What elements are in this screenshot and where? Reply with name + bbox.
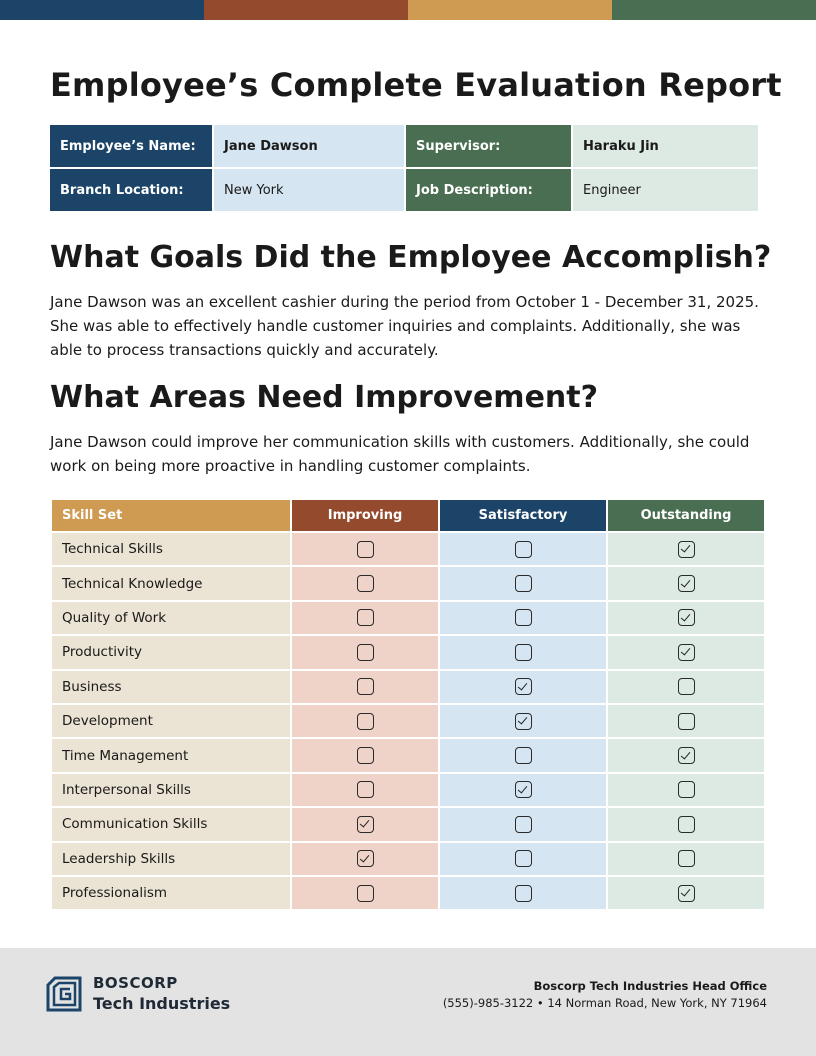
improving-checkbox[interactable]	[357, 781, 374, 798]
rating-cell-satisfactory	[440, 843, 606, 875]
table-row	[52, 705, 764, 737]
satisfactory-checkbox[interactable]	[515, 747, 532, 764]
improving-checkbox[interactable]	[357, 816, 374, 833]
skill-name: Productivity	[52, 636, 290, 668]
goals-heading: What Goals Did the Employee Accomplish?	[50, 240, 772, 275]
rating-cell-satisfactory	[440, 602, 606, 634]
rating-cell-satisfactory	[440, 877, 606, 909]
footer	[0, 948, 816, 1056]
skill-name: Time Management	[52, 739, 290, 771]
improvement-text: Jane Dawson could improve her communication skills with customers. Additionally, she could work on being more proactive in handling customer complaints.	[50, 433, 750, 475]
rating-cell-satisfactory	[440, 533, 606, 565]
rating-cell-outstanding	[608, 808, 764, 840]
table-row	[52, 602, 764, 634]
improving-checkbox[interactable]	[357, 644, 374, 661]
rating-cell-improving	[292, 567, 438, 599]
rating-cell-improving	[292, 705, 438, 737]
info-row	[50, 125, 758, 167]
company-logo	[45, 974, 230, 1013]
rating-cell-outstanding	[608, 533, 764, 565]
satisfactory-checkbox[interactable]	[515, 885, 532, 902]
outstanding-checkbox[interactable]	[678, 781, 695, 798]
satisfactory-checkbox[interactable]	[515, 541, 532, 558]
header-skill-set: Skill Set	[52, 500, 290, 531]
employee-name-label: Employee’s Name:	[50, 125, 212, 167]
table-row	[52, 533, 764, 565]
color-bar-green	[612, 0, 816, 20]
outstanding-checkbox[interactable]	[678, 816, 695, 833]
skill-name: Leadership Skills	[52, 843, 290, 875]
header-satisfactory: Satisfactory	[440, 500, 606, 531]
rating-cell-improving	[292, 533, 438, 565]
improving-checkbox[interactable]	[357, 747, 374, 764]
branch-location-value: New York	[214, 169, 404, 211]
skill-name: Quality of Work	[52, 602, 290, 634]
skills-table	[50, 498, 766, 911]
satisfactory-checkbox[interactable]	[515, 850, 532, 867]
rating-cell-improving	[292, 808, 438, 840]
rating-cell-outstanding	[608, 739, 764, 771]
logo-line-1: BOSCORP	[93, 974, 178, 992]
rating-cell-improving	[292, 774, 438, 806]
office-contact: (555)-985-3122 • 14 Norman Road, New York, NY 71964	[442, 996, 767, 1010]
rating-cell-improving	[292, 877, 438, 909]
table-row	[52, 843, 764, 875]
skill-name: Professionalism	[52, 877, 290, 909]
table-row	[52, 567, 764, 599]
color-bar-navy	[0, 0, 204, 20]
satisfactory-checkbox[interactable]	[515, 713, 532, 730]
table-row	[52, 739, 764, 771]
satisfactory-checkbox[interactable]	[515, 609, 532, 626]
rating-cell-improving	[292, 671, 438, 703]
color-bar-gold	[408, 0, 612, 20]
rating-cell-improving	[292, 602, 438, 634]
goals-text: Jane Dawson was an excellent cashier during the period from October 1 - December 31, 2025. She was able to effectively handle customer inquiries and complaints. Additionally, she was able to process transactions quickly and accurately.	[50, 293, 759, 359]
rating-cell-satisfactory	[440, 808, 606, 840]
rating-cell-improving	[292, 739, 438, 771]
satisfactory-checkbox[interactable]	[515, 678, 532, 695]
skills-header-row	[52, 500, 764, 531]
rating-cell-outstanding	[608, 567, 764, 599]
rating-cell-outstanding	[608, 843, 764, 875]
info-row	[50, 169, 758, 211]
outstanding-checkbox[interactable]	[678, 644, 695, 661]
office-info	[443, 978, 767, 1012]
improving-checkbox[interactable]	[357, 678, 374, 695]
office-name: Boscorp Tech Industries Head Office	[533, 979, 767, 993]
improving-checkbox[interactable]	[357, 575, 374, 592]
outstanding-checkbox[interactable]	[678, 850, 695, 867]
satisfactory-checkbox[interactable]	[515, 816, 532, 833]
rating-cell-satisfactory	[440, 636, 606, 668]
improvement-heading: What Areas Need Improvement?	[50, 380, 599, 415]
skill-name: Communication Skills	[52, 808, 290, 840]
table-row	[52, 774, 764, 806]
rating-cell-satisfactory	[440, 774, 606, 806]
improving-checkbox[interactable]	[357, 609, 374, 626]
rating-cell-satisfactory	[440, 671, 606, 703]
improving-checkbox[interactable]	[357, 850, 374, 867]
header-improving: Improving	[292, 500, 438, 531]
skill-name: Technical Knowledge	[52, 567, 290, 599]
rating-cell-outstanding	[608, 636, 764, 668]
job-description-label: Job Description:	[406, 169, 571, 211]
improving-checkbox[interactable]	[357, 885, 374, 902]
employee-name-value: Jane Dawson	[214, 125, 404, 167]
outstanding-checkbox[interactable]	[678, 609, 695, 626]
improving-checkbox[interactable]	[357, 541, 374, 558]
color-bar-rust	[204, 0, 408, 20]
satisfactory-checkbox[interactable]	[515, 575, 532, 592]
page-title: Employee’s Complete Evaluation Report	[50, 66, 782, 104]
table-row	[52, 671, 764, 703]
rating-cell-satisfactory	[440, 705, 606, 737]
rating-cell-outstanding	[608, 705, 764, 737]
rating-cell-satisfactory	[440, 567, 606, 599]
supervisor-label: Supervisor:	[406, 125, 571, 167]
supervisor-value: Haraku Jin	[573, 125, 758, 167]
rating-cell-satisfactory	[440, 739, 606, 771]
improving-checkbox[interactable]	[357, 713, 374, 730]
job-description-value: Engineer	[573, 169, 758, 211]
rating-cell-outstanding	[608, 877, 764, 909]
rating-cell-outstanding	[608, 602, 764, 634]
boscorp-logo-icon	[45, 975, 83, 1013]
rating-cell-improving	[292, 636, 438, 668]
outstanding-checkbox[interactable]	[678, 885, 695, 902]
outstanding-checkbox[interactable]	[678, 541, 695, 558]
skill-name: Interpersonal Skills	[52, 774, 290, 806]
employee-info-table	[48, 123, 760, 213]
satisfactory-checkbox[interactable]	[515, 781, 532, 798]
outstanding-checkbox[interactable]	[678, 713, 695, 730]
table-row	[52, 636, 764, 668]
skill-name: Development	[52, 705, 290, 737]
skill-name: Business	[52, 671, 290, 703]
branch-location-label: Branch Location:	[50, 169, 212, 211]
rating-cell-improving	[292, 843, 438, 875]
satisfactory-checkbox[interactable]	[515, 644, 532, 661]
table-row	[52, 808, 764, 840]
outstanding-checkbox[interactable]	[678, 678, 695, 695]
outstanding-checkbox[interactable]	[678, 575, 695, 592]
rating-cell-outstanding	[608, 774, 764, 806]
table-row	[52, 877, 764, 909]
header-outstanding: Outstanding	[608, 500, 764, 531]
outstanding-checkbox[interactable]	[678, 747, 695, 764]
logo-line-2: Tech Industries	[93, 994, 231, 1013]
skill-name: Technical Skills	[52, 533, 290, 565]
rating-cell-outstanding	[608, 671, 764, 703]
top-color-bar	[0, 0, 816, 20]
